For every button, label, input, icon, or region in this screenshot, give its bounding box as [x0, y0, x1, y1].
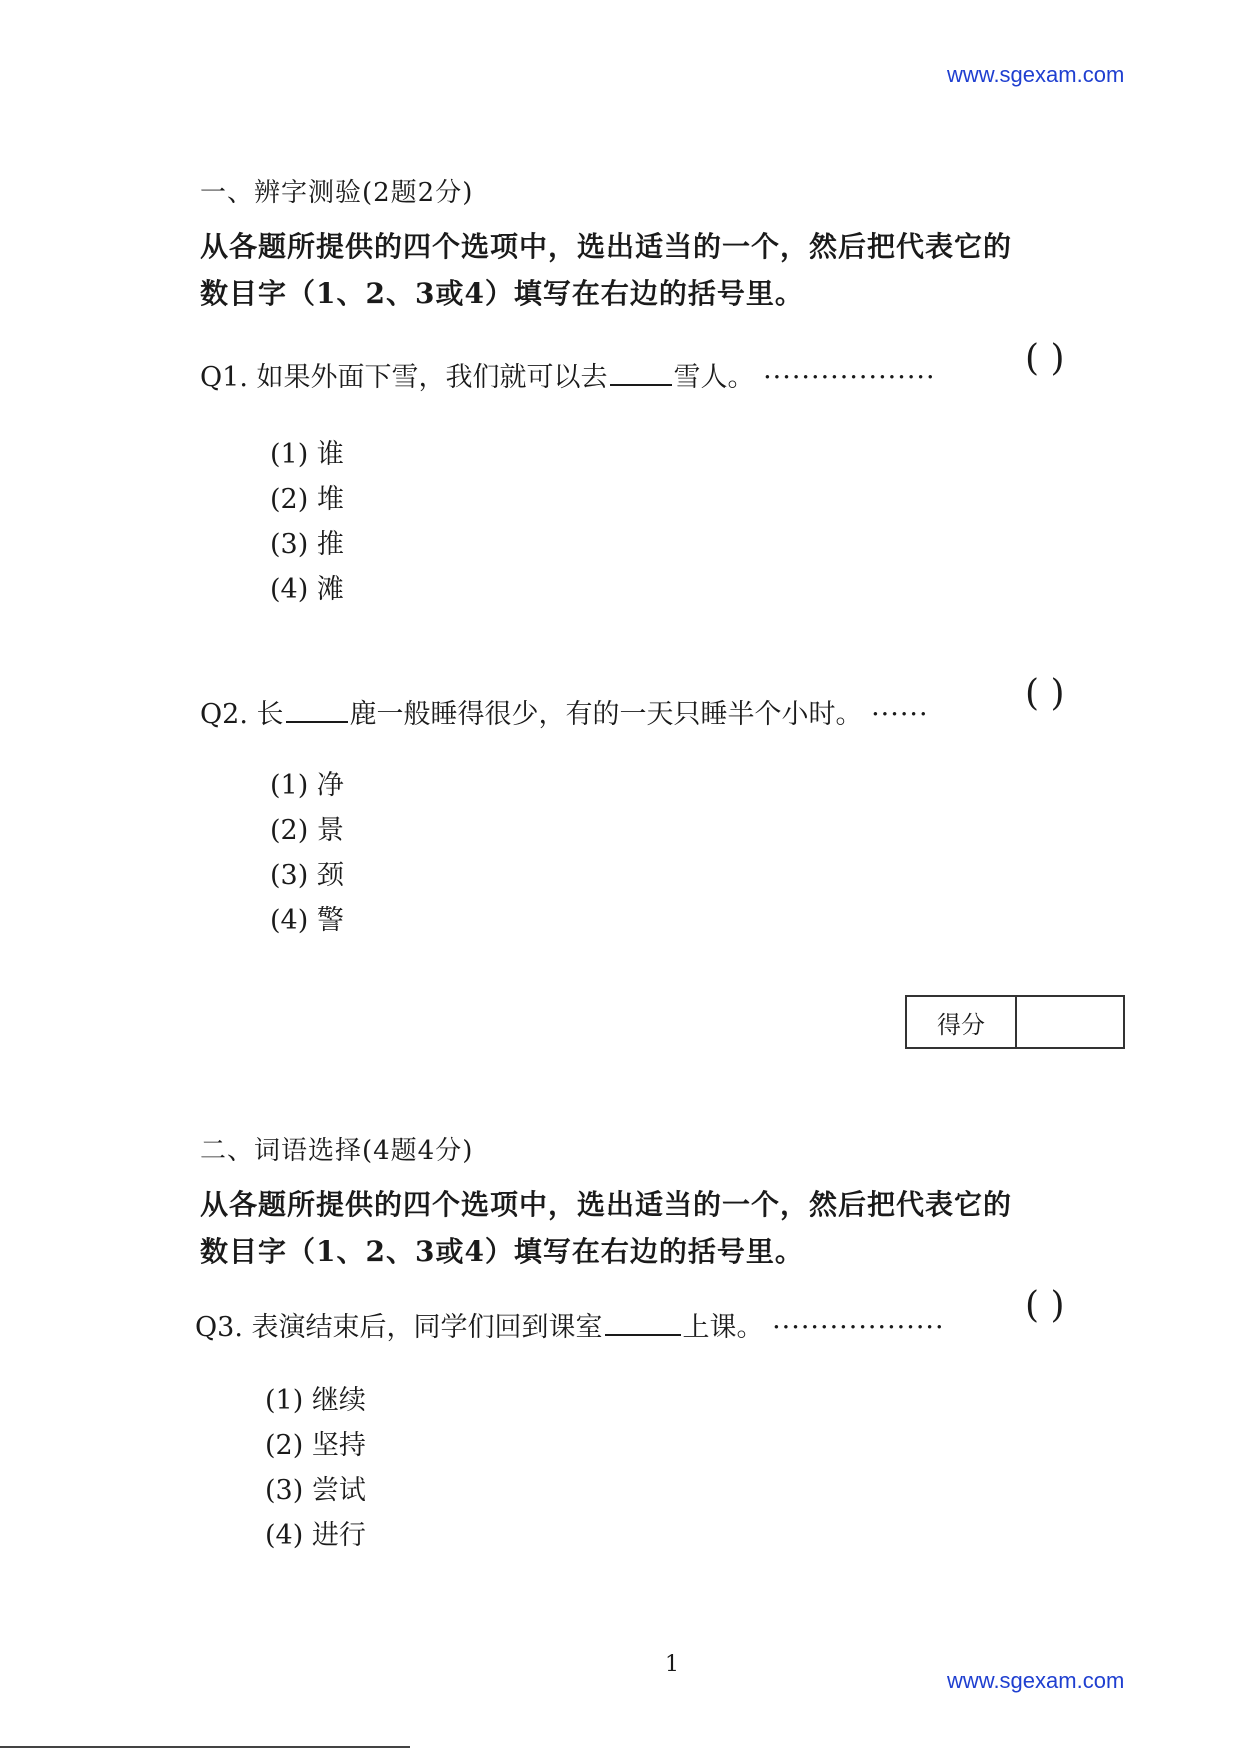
question-2-dots: ······ [871, 699, 929, 730]
section-1-instruction-line2: 数目字（1、2、3或4）填写在右边的括号里。 [200, 277, 804, 310]
question-2-text-before: 长 [256, 699, 284, 730]
score-box [905, 995, 1125, 1049]
watermark-top: www.sgexam.com [947, 62, 1125, 87]
watermark-bottom: www.sgexam.com [947, 1668, 1125, 1693]
question-1 [200, 355, 936, 394]
question-3-option-4: (4) 进行 [265, 1520, 366, 1551]
question-3-blank[interactable] [605, 1333, 681, 1336]
question-2-text-after: 鹿一般睡得很少，有的一天只睡半个小时。 [349, 699, 863, 730]
section-2-title: 二、词语选择(4题4分) [200, 1136, 474, 1166]
question-2-option-4: (4) 警 [270, 905, 344, 936]
question-3-option-1: (1) 继续 [265, 1385, 366, 1416]
question-1-option-3: (3) 推 [270, 529, 344, 560]
question-1-text-before: 如果外面下雪，我们就可以去 [256, 362, 608, 393]
question-2-option-2: (2) 景 [270, 815, 344, 846]
question-1-text-after: 雪人。 [673, 362, 755, 393]
question-3-dots: ·················· [772, 1312, 945, 1343]
section-2-instruction-line2: 数目字（1、2、3或4）填写在右边的括号里。 [200, 1235, 804, 1268]
question-2-blank[interactable] [286, 720, 348, 723]
question-1-dots: ·················· [763, 362, 936, 393]
score-label: 得分 [907, 997, 1017, 1047]
question-3-text-after: 上课。 [682, 1312, 764, 1343]
question-3-answer-bracket[interactable]: ( ) [1025, 1285, 1065, 1326]
question-2-number: Q2. [200, 699, 248, 730]
question-3 [195, 1305, 945, 1344]
section-2-instruction-line1: 从各题所提供的四个选项中，选出适当的一个，然后把代表它的 [200, 1188, 1013, 1221]
page-number: 1 [665, 1652, 679, 1677]
question-2-option-1: (1) 净 [270, 770, 344, 801]
question-1-option-1: (1) 谁 [270, 439, 344, 470]
question-3-text-before: 表演结束后，同学们回到课室 [251, 1312, 603, 1343]
question-2-answer-bracket[interactable]: ( ) [1025, 673, 1065, 714]
question-3-option-2: (2) 坚持 [265, 1430, 366, 1461]
section-1-instruction-line1: 从各题所提供的四个选项中，选出适当的一个，然后把代表它的 [200, 230, 1013, 263]
question-3-number: Q3. [195, 1312, 243, 1343]
score-value-field[interactable] [1017, 997, 1123, 1047]
question-2-option-3: (3) 颈 [270, 860, 344, 891]
section-1-title: 一、辨字测验(2题2分) [200, 178, 474, 208]
scan-edge-line [0, 1746, 410, 1748]
question-1-blank[interactable] [610, 383, 672, 386]
question-1-option-2: (2) 堆 [270, 484, 344, 515]
question-1-number: Q1. [200, 362, 248, 393]
question-2 [200, 692, 929, 731]
question-3-option-3: (3) 尝试 [265, 1475, 366, 1506]
question-1-option-4: (4) 滩 [270, 574, 344, 605]
question-1-answer-bracket[interactable]: ( ) [1025, 338, 1065, 379]
